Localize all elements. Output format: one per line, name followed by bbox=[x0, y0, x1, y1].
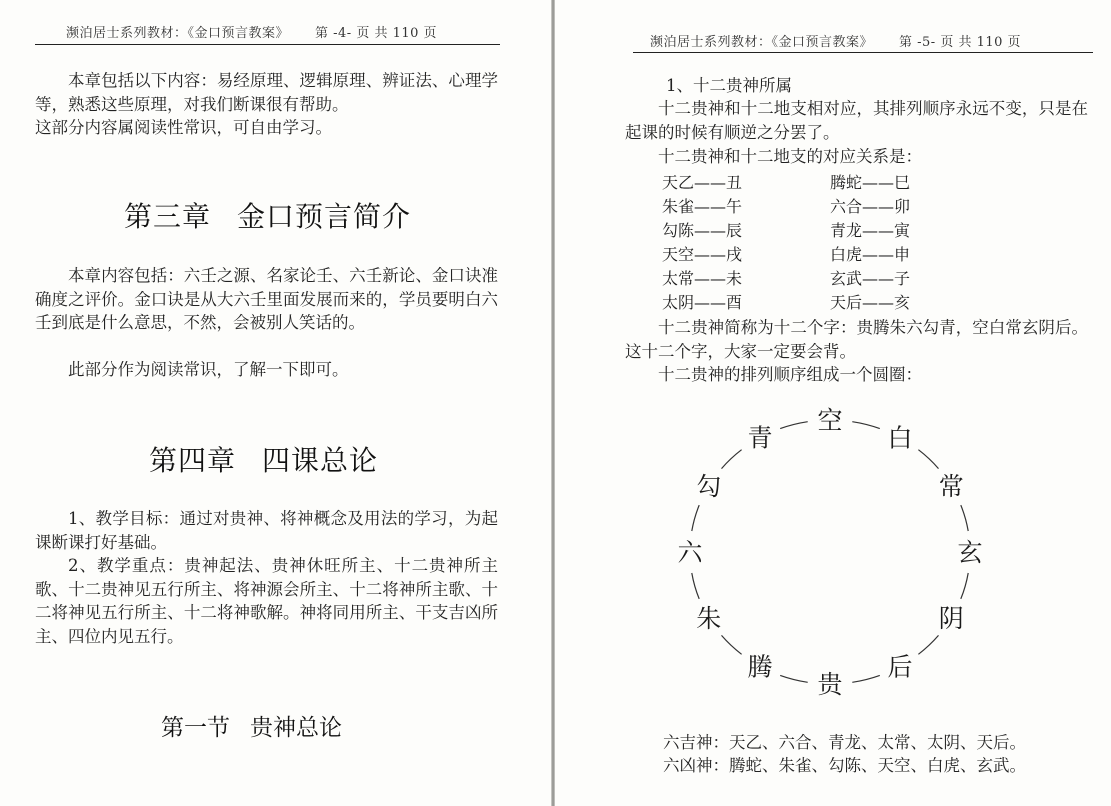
chapter-title: 金口预言简介 bbox=[237, 200, 412, 233]
deity-character: 玄 bbox=[957, 538, 983, 567]
pair-item: 天乙——丑 bbox=[662, 173, 743, 192]
pair-item: 天后——亥 bbox=[830, 293, 911, 312]
pair-item: 六合——卯 bbox=[830, 197, 911, 216]
circle-arc bbox=[961, 573, 968, 599]
deity-character: 常 bbox=[938, 472, 964, 501]
circle-arc bbox=[780, 675, 808, 682]
deity-character: 腾 bbox=[747, 652, 773, 682]
deity-character: 六 bbox=[677, 538, 703, 567]
circle-arc bbox=[918, 450, 938, 469]
deity-character: 阴 bbox=[938, 604, 964, 633]
paragraph-abbreviation: 十二贵神简称为十二个字：贵腾朱六勾青，空白常玄阴后。这十二个字，大家一定要会背。 bbox=[625, 318, 1088, 361]
deity-character: 贵 bbox=[817, 670, 843, 699]
circle-arc bbox=[692, 573, 699, 599]
chapter-3-paragraph: 本章内容包括：六壬之源、名家论壬、六壬新论、金口诀准确度之评价。金口诀是从大六壬里面发展而来的，学员要明白六壬到底是什么意思，不然，会被别人笑话的。 bbox=[35, 266, 498, 332]
circle-arc bbox=[692, 505, 699, 531]
page-header bbox=[66, 22, 463, 41]
pair-item: 朱雀——午 bbox=[662, 197, 743, 216]
deity-character: 勾 bbox=[696, 472, 722, 501]
paragraph-correspondence: 十二贵神和十二地支的对应关系是： bbox=[658, 147, 922, 166]
deity-character: 空 bbox=[817, 406, 843, 435]
paragraph-order: 十二贵神和十二地支相对应，其排列顺序永远不变，只是在起课的时候有顺逆之分罢了。 bbox=[625, 99, 1088, 142]
chapter-number: 第三章 bbox=[124, 200, 212, 233]
series-title: 濒泊居士系列教材：《金口预言教案》 bbox=[66, 26, 290, 41]
pair-item: 勾陈——辰 bbox=[662, 221, 743, 240]
left-page bbox=[0, 0, 555, 806]
page-header bbox=[650, 31, 1047, 50]
twelve-deity-circle-diagram bbox=[650, 392, 1010, 712]
section-1-heading bbox=[161, 709, 342, 742]
pair-item: 腾蛇——巳 bbox=[830, 173, 911, 192]
chapter-title: 四课总论 bbox=[262, 444, 379, 477]
circle-arc bbox=[852, 675, 880, 682]
header-rule bbox=[633, 52, 1093, 53]
chapter-number: 第四章 bbox=[149, 444, 237, 477]
deity-character: 朱 bbox=[696, 604, 722, 633]
pair-item: 太常——未 bbox=[662, 269, 743, 288]
page-number: 第 -4- 页 共 110 页 bbox=[315, 26, 438, 41]
circle-arc bbox=[722, 450, 742, 469]
chapter-3-heading bbox=[124, 195, 411, 235]
circle-arc bbox=[918, 635, 938, 654]
pair-item: 太阴——酉 bbox=[662, 293, 743, 312]
pair-item: 青龙——寅 bbox=[830, 221, 911, 240]
unlucky-deities: 六凶神：腾蛇、朱雀、勾陈、天空、白虎、玄武。 bbox=[663, 756, 1026, 775]
right-page bbox=[555, 0, 1111, 806]
chapter-3-note: 此部分作为阅读常识，了解一下即可。 bbox=[68, 360, 349, 379]
deity-character: 后 bbox=[887, 652, 913, 682]
deity-character: 青 bbox=[747, 423, 773, 453]
chapter-4-heading bbox=[149, 439, 378, 479]
pair-item: 白虎——申 bbox=[830, 245, 911, 264]
pair-item: 玄武——子 bbox=[830, 269, 911, 288]
page-number: 第 -5- 页 共 110 页 bbox=[899, 35, 1022, 50]
deity-character: 白 bbox=[887, 423, 913, 453]
circle-arc bbox=[780, 422, 808, 429]
paragraph-circle: 十二贵神的排列顺序组成一个圆圈： bbox=[658, 365, 922, 384]
pair-item: 天空——戌 bbox=[662, 245, 743, 264]
teaching-focus: 2、教学重点：贵神起法、贵神休旺所主、十二贵神所主歌、十二贵神见五行所主、将神源会所主、十二将神所主歌、十二将神见五行所主、十二将神歌解。神将同用所主、干支吉凶所主、四位内见五行。 bbox=[35, 556, 498, 646]
intro-paragraph: 本章包括以下内容：易经原理、逻辑原理、辨证法、心理学等，熟悉这些原理，对我们断课很有帮助。 bbox=[35, 71, 498, 114]
series-title: 濒泊居士系列教材：《金口预言教案》 bbox=[650, 35, 874, 50]
circle-arc bbox=[722, 635, 742, 654]
section-title: 贵神总论 bbox=[250, 715, 342, 741]
circle-arc bbox=[852, 422, 880, 429]
teaching-goal: 1、教学目标：通过对贵神、将神概念及用法的学习，为起课断课打好基础。 bbox=[35, 509, 498, 552]
subheading: 1、十二贵神所属 bbox=[666, 76, 792, 95]
header-rule bbox=[35, 44, 500, 45]
circle-arc bbox=[961, 505, 968, 531]
lucky-deities: 六吉神：天乙、六合、青龙、太常、太阴、天后。 bbox=[663, 733, 1026, 752]
section-number: 第一节 bbox=[161, 715, 230, 741]
intro-note: 这部分内容属阅读性常识，可自由学习。 bbox=[35, 118, 332, 137]
